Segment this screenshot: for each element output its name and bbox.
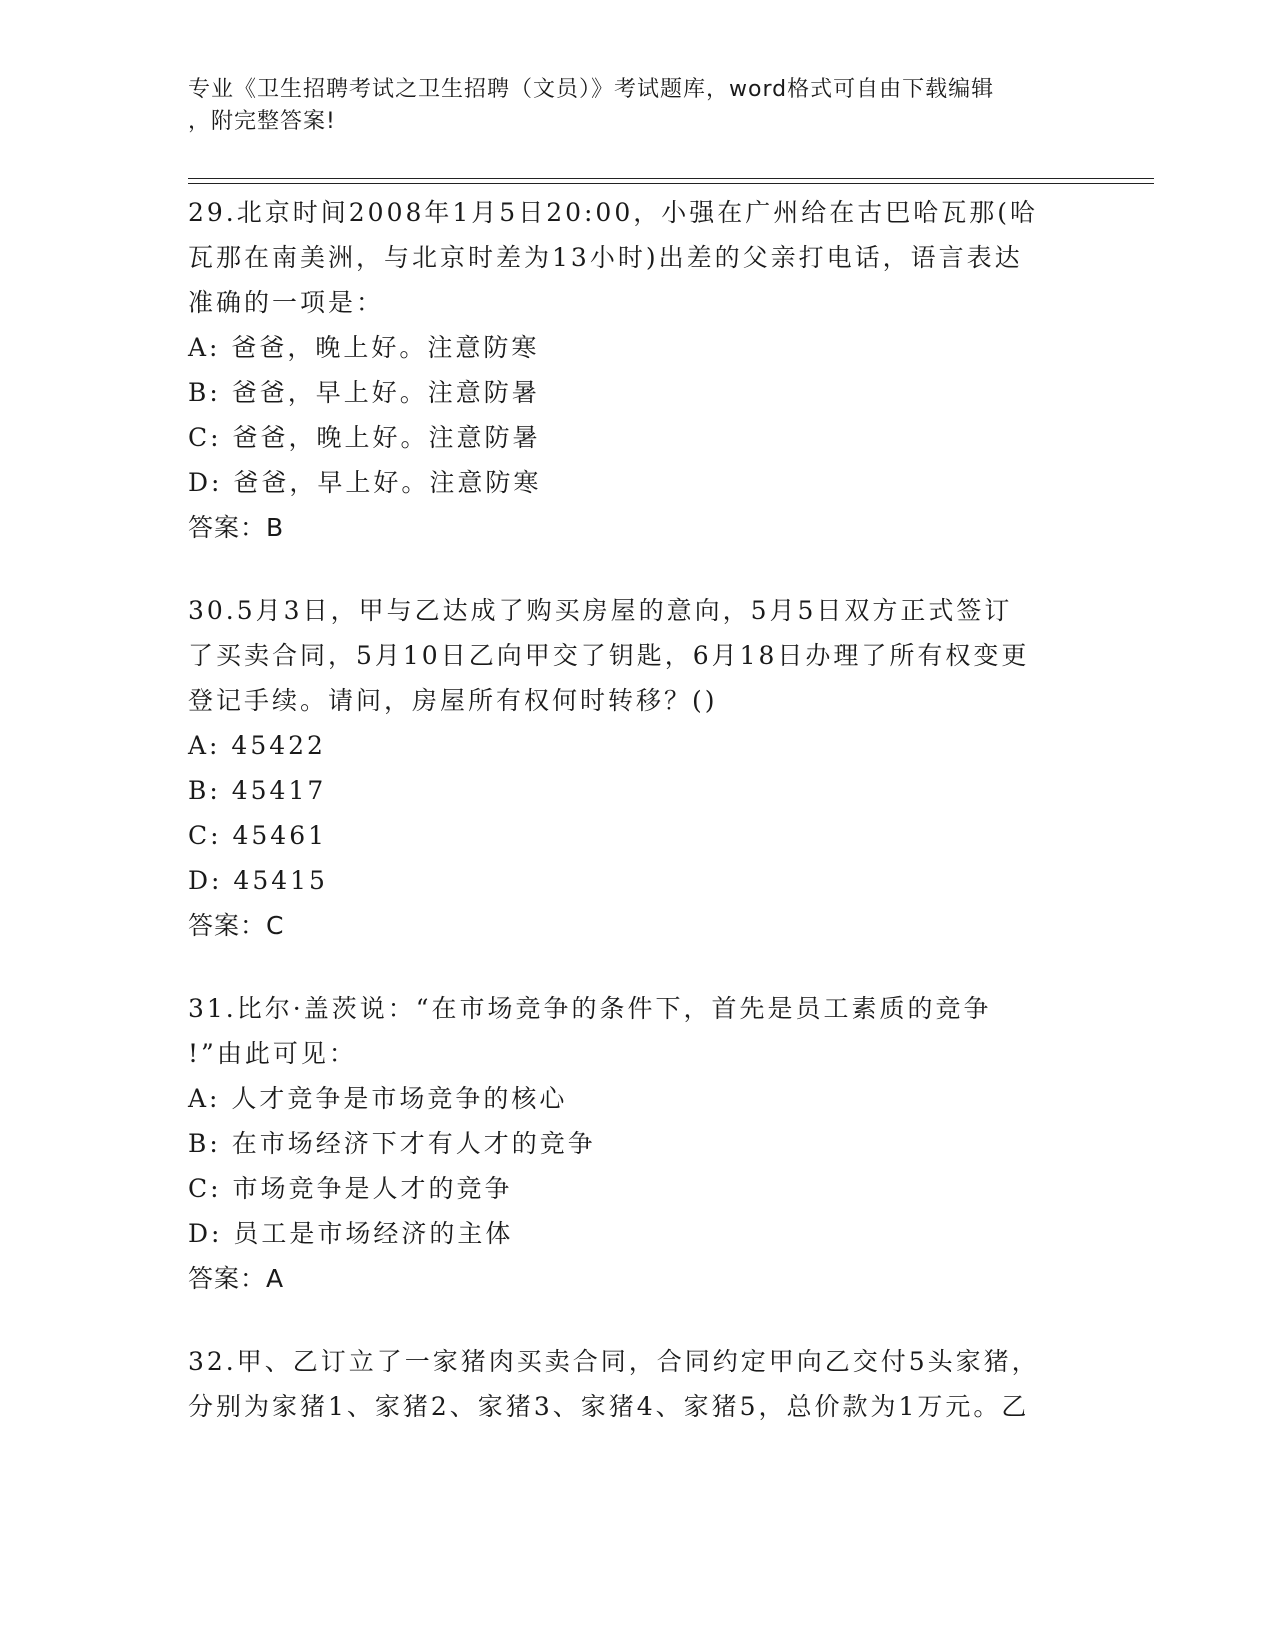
option-c: C: 爸爸，晚上好。注意防暑 bbox=[188, 423, 541, 452]
option-b: B: 爸爸，早上好。注意防暑 bbox=[188, 378, 540, 407]
question-stem-line: 瓦那在南美洲，与北京时差为13小时)出差的父亲打电话，语言表达 bbox=[188, 243, 1023, 272]
question-stem-line: 32.甲、乙订立了一家猪肉买卖合同，合同约定甲向乙交付5头家猪， bbox=[188, 1347, 1040, 1376]
option-c: C: 市场竞争是人才的竞争 bbox=[188, 1174, 513, 1203]
header-rule-top bbox=[188, 178, 1154, 179]
header-line-1: 专业《卫生招聘考试之卫生招聘（文员）》考试题库，word格式可自由下载编辑 bbox=[188, 77, 995, 102]
option-b: B: 在市场经济下才有人才的竞争 bbox=[188, 1129, 596, 1158]
question-stem-line: 了买卖合同，5月10日乙向甲交了钥匙，6月18日办理了所有权变更 bbox=[188, 641, 1030, 670]
option-b: B: 45417 bbox=[188, 776, 327, 805]
question-stem-line: !”由此可见： bbox=[188, 1039, 357, 1068]
question-32 bbox=[188, 1339, 1088, 1429]
question-stem-line: 登记手续。请问，房屋所有权何时转移？() bbox=[188, 686, 718, 715]
question-stem-line: 分别为家猪1、家猪2、家猪3、家猪4、家猪5，总价款为1万元。乙 bbox=[188, 1392, 1030, 1421]
answer-line: 答案：A bbox=[188, 1264, 285, 1293]
question-stem-line: 30.5月3日，甲与乙达成了购买房屋的意向，5月5日双方正式签订 bbox=[188, 596, 1013, 625]
question-list bbox=[188, 190, 1088, 1467]
answer-line: 答案：B bbox=[188, 513, 285, 542]
question-29 bbox=[188, 190, 1088, 550]
document-header bbox=[188, 74, 1068, 138]
question-30 bbox=[188, 588, 1088, 948]
answer-line: 答案：C bbox=[188, 911, 285, 940]
question-stem-line: 29.北京时间2008年1月5日20:00，小强在广州给在古巴哈瓦那(哈 bbox=[188, 198, 1038, 227]
question-stem-line: 准确的一项是： bbox=[188, 288, 385, 317]
option-a: A: 爸爸，晚上好。注意防寒 bbox=[188, 333, 540, 362]
question-stem-line: 31.比尔·盖茨说：“在市场竞争的条件下，首先是员工素质的竞争 bbox=[188, 994, 992, 1023]
header-rule-bottom bbox=[188, 183, 1154, 184]
question-31 bbox=[188, 986, 1088, 1301]
option-d: D: 员工是市场经济的主体 bbox=[188, 1219, 514, 1248]
option-c: C: 45461 bbox=[188, 821, 328, 850]
header-line-2: ，附完整答案! bbox=[188, 109, 336, 134]
option-a: A: 人才竞争是市场竞争的核心 bbox=[188, 1084, 568, 1113]
option-a: A: 45422 bbox=[188, 731, 326, 760]
option-d: D: 爸爸，早上好。注意防寒 bbox=[188, 468, 542, 497]
option-d: D: 45415 bbox=[188, 866, 328, 895]
